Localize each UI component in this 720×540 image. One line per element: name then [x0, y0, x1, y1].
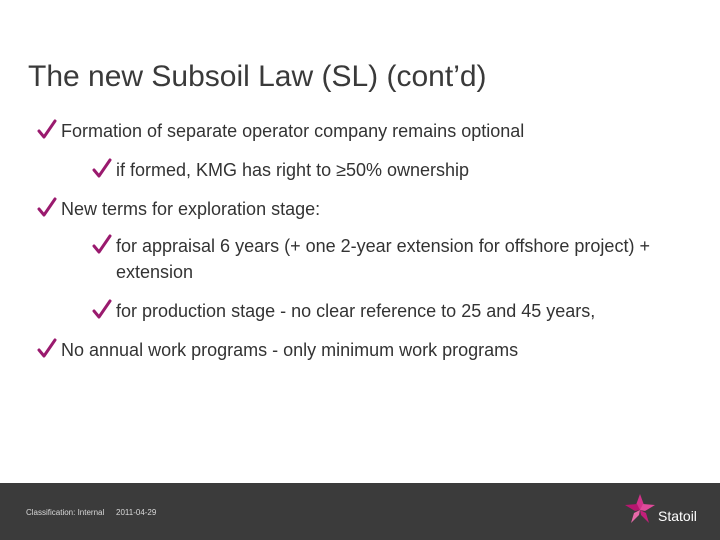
bullet-item	[37, 118, 524, 144]
slide-title: The new Subsoil Law (SL) (cont’d)	[28, 60, 487, 93]
bullet-item	[92, 298, 692, 324]
bullet-item	[92, 157, 692, 183]
bullet-text: Formation of separate operator company remains optional	[61, 121, 525, 141]
date-label: 2011-04-29	[116, 508, 157, 517]
checkmark-icon	[37, 337, 57, 361]
bullet-text: if formed, KMG has right to ≥50% ownership	[116, 160, 470, 180]
checkmark-icon	[37, 118, 57, 142]
bullet-item	[37, 337, 518, 363]
bullet-text: for appraisal 6 years (+ one 2-year extension for offshore project) + extension	[116, 236, 650, 282]
checkmark-icon	[92, 157, 112, 181]
checkmark-icon	[92, 233, 112, 257]
checkmark-icon	[92, 298, 112, 322]
bullet-text: for production stage - no clear reference to 25 and 45 years,	[116, 301, 596, 321]
bullet-text: No annual work programs - only minimum work programs	[61, 340, 519, 360]
bullet-text: New terms for exploration stage:	[61, 199, 321, 219]
logo-wordmark: Statoil	[658, 508, 697, 524]
bullet-item	[37, 196, 320, 222]
checkmark-icon	[37, 196, 57, 220]
classification-label: Classification: Internal	[26, 508, 105, 517]
footer-bar	[0, 483, 720, 540]
bullet-item	[92, 233, 652, 285]
